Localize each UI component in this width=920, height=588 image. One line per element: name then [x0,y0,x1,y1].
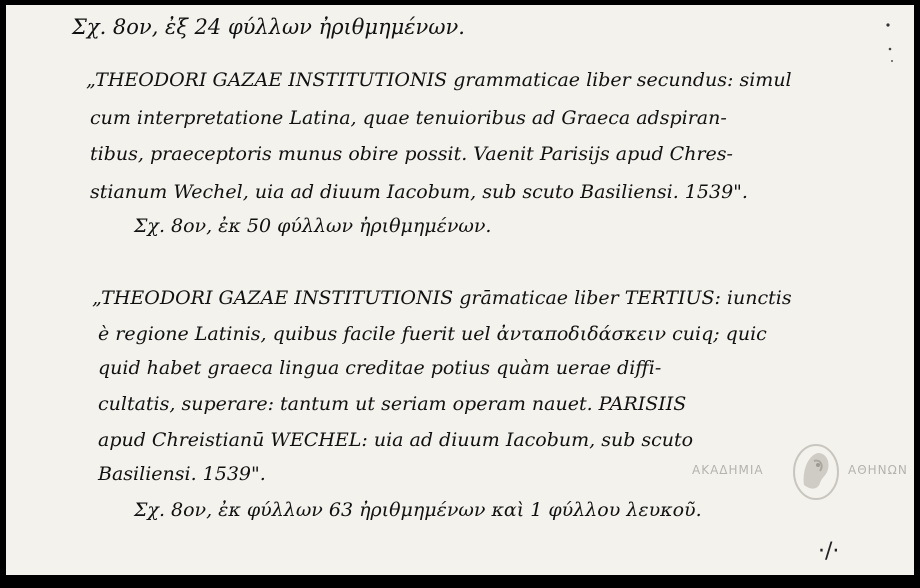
entry-2-line: Basiliensi. 1539". [98,463,266,485]
entry-1-line: „THEODORI GAZAE INSTITUTIONIS grammaticae liber secundus: simul [86,69,792,91]
header-line: Σχ. 8ον, ἐξ 24 φύλλων ἠριθμημένων. [72,15,465,39]
entry-1-line: tibus, praeceptoris munus obire possit. Vaenit Parisijs apud Chres- [90,143,733,165]
ink-specks [882,19,902,69]
corner-mark: ·/· [818,539,840,564]
entry-2-line: „THEODORI GAZAE INSTITUTIONIS grāmaticae liber TERTIUS: iunctis [92,287,792,309]
watermark-left-text: ΑΚΑΔΗΜΙΑ [692,463,764,477]
catalog-card [6,5,914,575]
athena-seal-icon [790,441,842,503]
entry-2-line: apud Chreistianū WECHEL: uia ad diuum Iacobum, sub scuto [98,429,694,451]
entry-2-line: quid habet graeca lingua creditae potius quàm uerae diffi- [98,357,662,379]
entry-2-note: Σχ. 8ον, ἐκ φύλλων 63 ἠριθμημένων καὶ 1 φύλλου λευκοῦ. [134,499,702,521]
entry-1-line: cum interpretatione Latina, quae tenuioribus ad Graeca adspiran- [90,107,727,129]
watermark-right-text: ΑΘΗΝΩΝ [848,463,908,477]
entry-2-line: è regione Latinis, quibus facile fuerit uel ἀνταποδιδάσκειν cuiq; quic [98,323,767,345]
entry-2-line: cultatis, superare: tantum ut seriam operam nauet. PARISIIS [98,393,687,415]
entry-1-line: stianum Wechel, uia ad diuum Iacobum, sub scuto Basiliensi. 1539". [90,181,748,203]
entry-1-note: Σχ. 8ον, ἐκ 50 φύλλων ἠριθμημένων. [134,215,492,237]
